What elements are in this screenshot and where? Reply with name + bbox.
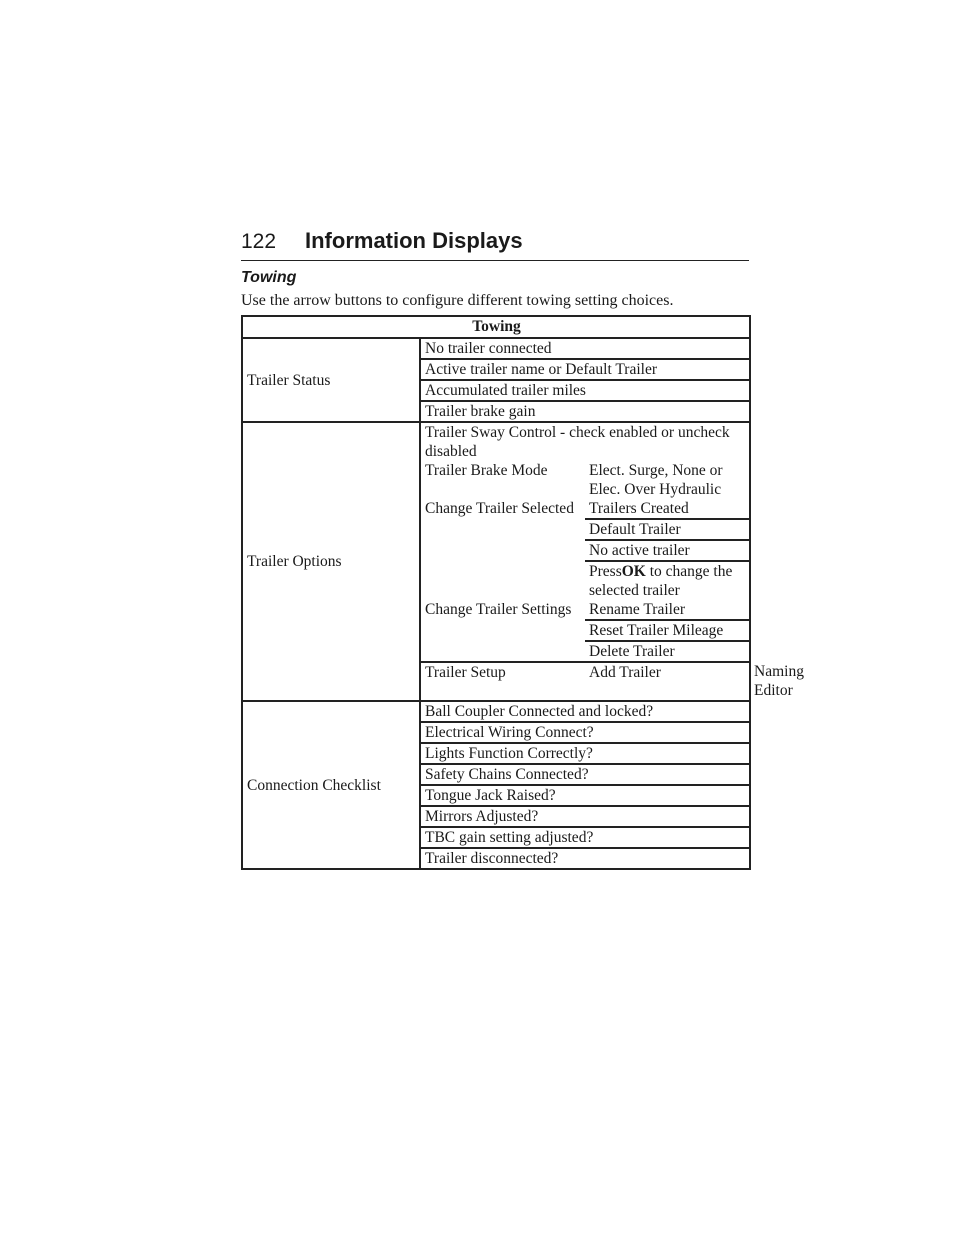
table-cell: No trailer connected bbox=[420, 338, 750, 359]
table-cell: Trailer brake gain bbox=[420, 401, 750, 422]
intro-text: Use the arrow buttons to configure different towing setting choices. bbox=[241, 292, 674, 309]
table-cell: Lights Function Correctly? bbox=[420, 743, 750, 764]
table-cell: Add Trailer bbox=[585, 662, 750, 701]
table-cell: Rename Trailer bbox=[585, 600, 750, 620]
table-cell: Mirrors Adjusted? bbox=[420, 806, 750, 827]
table-cell: Safety Chains Connected? bbox=[420, 764, 750, 785]
table-cell: Elect. Surge, None or Elec. Over Hydraulic bbox=[589, 462, 723, 498]
page-number: 122 bbox=[241, 230, 277, 253]
table-cell: Default Trailer bbox=[585, 519, 750, 540]
table-cell: Trailer disconnected? bbox=[425, 850, 559, 867]
table-cell: Electrical Wiring Connect? bbox=[420, 722, 750, 743]
table-cell: Active trailer name or Default Trailer bbox=[420, 359, 750, 380]
table-cell bbox=[585, 561, 750, 600]
section-title: Towing bbox=[241, 269, 297, 286]
table-cell: Change Trailer Selected bbox=[425, 500, 574, 517]
table-cell: Trailer Sway Control - check enabled or uncheck disabled bbox=[425, 424, 730, 460]
table-cell: Trailer Brake Mode bbox=[425, 462, 548, 479]
table-cell: TBC gain setting adjusted? bbox=[420, 827, 750, 848]
towing-table: Towing Trailer Status No trailer connected Active trailer name or Default Trailer Accumulated trailer miles Trailer brake gain Trailer Options Trailer Sway Control - check enabled or uncheck disabled Trailer Brake Mode Elect. Surge, None or Elec. Over Hydraulic Change Trailer Selected Trailers Created Default Trailer No active trailer PressOK to change the selected trailer Change Trailer Settings Rename Trailer Reset Trailer Mileage Delete Trailer Trailer Setup Add Trailer Naming Editor Connection Checklist Ball Coupler Connected and locked? Electrical Wiring Connect? Lights Function Correctly? Safety Chains Connected? Tongue Jack Raised? Mirrors Adjusted? TBC gain setting adjusted? Trailer disconnected? bbox=[241, 315, 751, 870]
table-cell: Tongue Jack Raised? bbox=[420, 785, 750, 806]
chapter-title: Information Displays bbox=[305, 228, 523, 253]
table-cell: No active trailer bbox=[585, 540, 750, 561]
table-cell: Accumulated trailer miles bbox=[420, 380, 750, 401]
trailer-setup-label: Trailer Setup bbox=[420, 662, 585, 701]
table-cell: Change Trailer Settings bbox=[420, 600, 585, 662]
table-cell: Ball Coupler Connected and locked? bbox=[420, 701, 750, 722]
table-cell: Trailers Created bbox=[585, 499, 750, 519]
table-cell: Reset Trailer Mileage bbox=[585, 620, 750, 641]
connection-checklist-label: Connection Checklist bbox=[242, 701, 420, 869]
trailer-options-label: Trailer Options bbox=[242, 422, 420, 701]
table-cell: Delete Trailer bbox=[585, 641, 750, 662]
page-header bbox=[241, 228, 749, 261]
table-title: Towing bbox=[242, 316, 750, 338]
ok-button-label: OK bbox=[621, 563, 646, 580]
trailer-status-label: Trailer Status bbox=[242, 338, 420, 422]
press-text: Press bbox=[589, 563, 622, 580]
press-rest-text: to change the selected trailer bbox=[589, 563, 733, 599]
